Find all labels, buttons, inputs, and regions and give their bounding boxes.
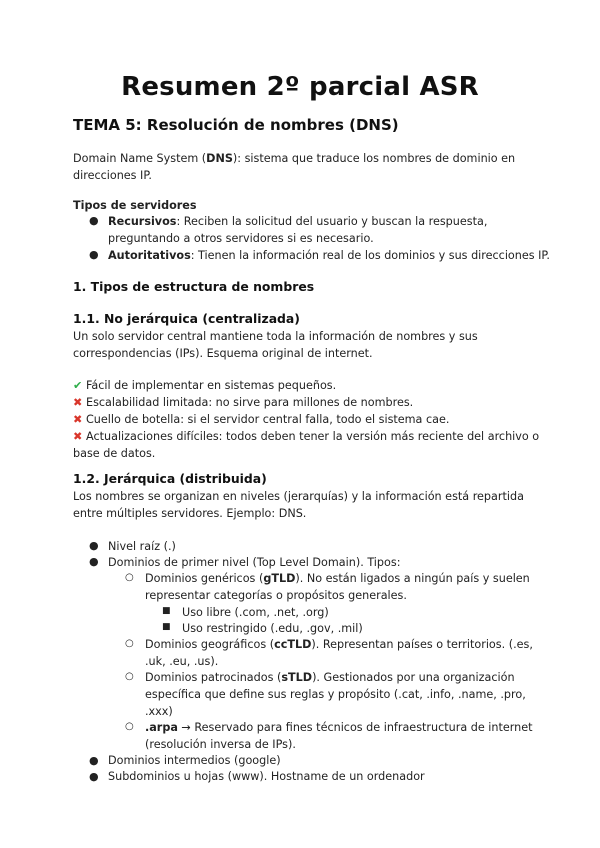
desc-recursive-2: preguntando a otros servidores si es necesario.: [108, 232, 374, 245]
cctld-text-a: Dominios geográficos (: [145, 638, 275, 651]
arpa-term: .arpa: [145, 721, 178, 734]
intro-dns: DNS: [206, 152, 233, 165]
bullet-dot-icon: ●: [89, 539, 99, 552]
bullet-circle-icon: ○: [125, 721, 134, 732]
cctld-text-d: .uk, .eu, .us).: [145, 655, 219, 668]
stld-abbr: sTLD: [281, 671, 313, 684]
list-item-stld: [145, 669, 555, 720]
bullet-square-icon: ■: [162, 606, 171, 616]
con-text-continuation: base de datos.: [73, 447, 156, 460]
con-text: Escalabilidad limitada: no sirve para millones de nombres.: [86, 396, 414, 409]
non-hier-line2: correspondencias (IPs). Esquema original de internet.: [73, 347, 373, 360]
intro-line2: direcciones IP.: [73, 169, 152, 182]
list-item-gtld-free: Uso libre (.com, .net, .org): [182, 606, 329, 619]
pro-item: [73, 377, 543, 394]
cctld-abbr: ccTLD: [274, 638, 312, 651]
bullet-dot-icon: ●: [89, 248, 99, 261]
non-hierarchical-heading: 1.1. No jerárquica (centralizada): [73, 311, 300, 326]
term-authoritative: Autoritativos: [108, 249, 191, 262]
page-title: Resumen 2º parcial ASR: [121, 72, 479, 102]
desc-authoritative: : Tienen la información real de los dominios y sus direcciones IP.: [190, 249, 550, 262]
term-recursive: Recursivos: [108, 215, 177, 228]
gtld-text-c: ). No están ligados a ningún país y suelen: [295, 572, 530, 585]
list-item-subdomains: Subdominios u hojas (www). Hostname de un ordenador: [108, 770, 425, 783]
bullet-circle-icon: ○: [125, 638, 134, 649]
bullet-dot-icon: ●: [89, 770, 99, 783]
cross-icon: ✖: [73, 413, 83, 426]
bullet-square-icon: ■: [162, 622, 171, 632]
structure-heading: 1. Tipos de estructura de nombres: [73, 279, 315, 294]
list-item-gtld-restricted: Uso restringido (.edu, .gov, .mil): [182, 622, 363, 635]
bullet-dot-icon: ●: [89, 754, 99, 767]
list-item-recursive: [108, 213, 548, 247]
intro-suffix: ): sistema que traduce los nombres de dominio en: [232, 152, 516, 165]
bullet-dot-icon: ●: [89, 214, 99, 227]
list-item-authoritative: [108, 247, 568, 264]
stld-text-c: ). Gestionados por una organización: [312, 671, 515, 684]
con-item: [73, 394, 543, 411]
section-title: TEMA 5: Resolución de nombres (DNS): [73, 116, 399, 134]
hierarchical-heading: 1.2. Jerárquica (distribuida): [73, 471, 267, 486]
arpa-text-c: (resolución inversa de IPs).: [145, 738, 296, 751]
non-hierarchical-paragraph: [73, 328, 543, 362]
stld-text-e: .xxx): [145, 705, 173, 718]
hierarchical-paragraph: [73, 488, 543, 522]
desc-recursive: : Reciben la solicitud del usuario y buscan la respuesta,: [176, 215, 488, 228]
check-icon: ✔: [73, 379, 83, 392]
server-types-heading: Tipos de servidores: [73, 199, 197, 212]
list-item-gtld: [145, 570, 545, 604]
gtld-text-d: representar categorías o propósitos generales.: [145, 589, 407, 602]
con-text: Actualizaciones difíciles: todos deben tener la versión más reciente del archivo o: [86, 430, 540, 443]
list-item-root-level: Nivel raíz (.): [108, 540, 176, 553]
con-item: [73, 411, 543, 428]
bullet-circle-icon: ○: [125, 572, 134, 583]
non-hier-line1: Un solo servidor central mantiene toda la información de nombres y sus: [73, 330, 478, 343]
hier-line1: Los nombres se organizan en niveles (jerarquías) y la información está repartida: [73, 490, 524, 503]
con-item: [73, 428, 543, 462]
cross-icon: ✖: [73, 396, 83, 409]
bullet-circle-icon: ○: [125, 671, 134, 682]
list-item-cctld: [145, 636, 545, 670]
stld-text-d: específica que define sus reglas y propósito (.cat, .info, .name, .pro,: [145, 688, 526, 701]
gtld-text-a: Dominios genéricos (: [145, 572, 264, 585]
pro-text: Fácil de implementar en sistemas pequeños.: [86, 379, 337, 392]
bullet-dot-icon: ●: [89, 555, 99, 568]
intro-prefix: Domain Name System (: [73, 152, 207, 165]
intro-paragraph: [73, 150, 543, 184]
gtld-abbr: gTLD: [263, 572, 296, 585]
stld-text-a: Dominios patrocinados (: [145, 671, 282, 684]
hier-line2: entre múltiples servidores. Ejemplo: DNS.: [73, 507, 307, 520]
list-item-intermediate: Dominios intermedios (google): [108, 754, 281, 767]
list-item-arpa: [145, 719, 555, 753]
cross-icon: ✖: [73, 430, 83, 443]
con-text: Cuello de botella: si el servidor central falla, todo el sistema cae.: [86, 413, 450, 426]
cctld-text-c: ). Representan países o territorios. (.es,: [311, 638, 533, 651]
list-item-tld: Dominios de primer nivel (Top Level Domain). Tipos:: [108, 556, 401, 569]
arpa-text-b: → Reservado para fines técnicos de infraestructura de internet: [177, 721, 533, 734]
